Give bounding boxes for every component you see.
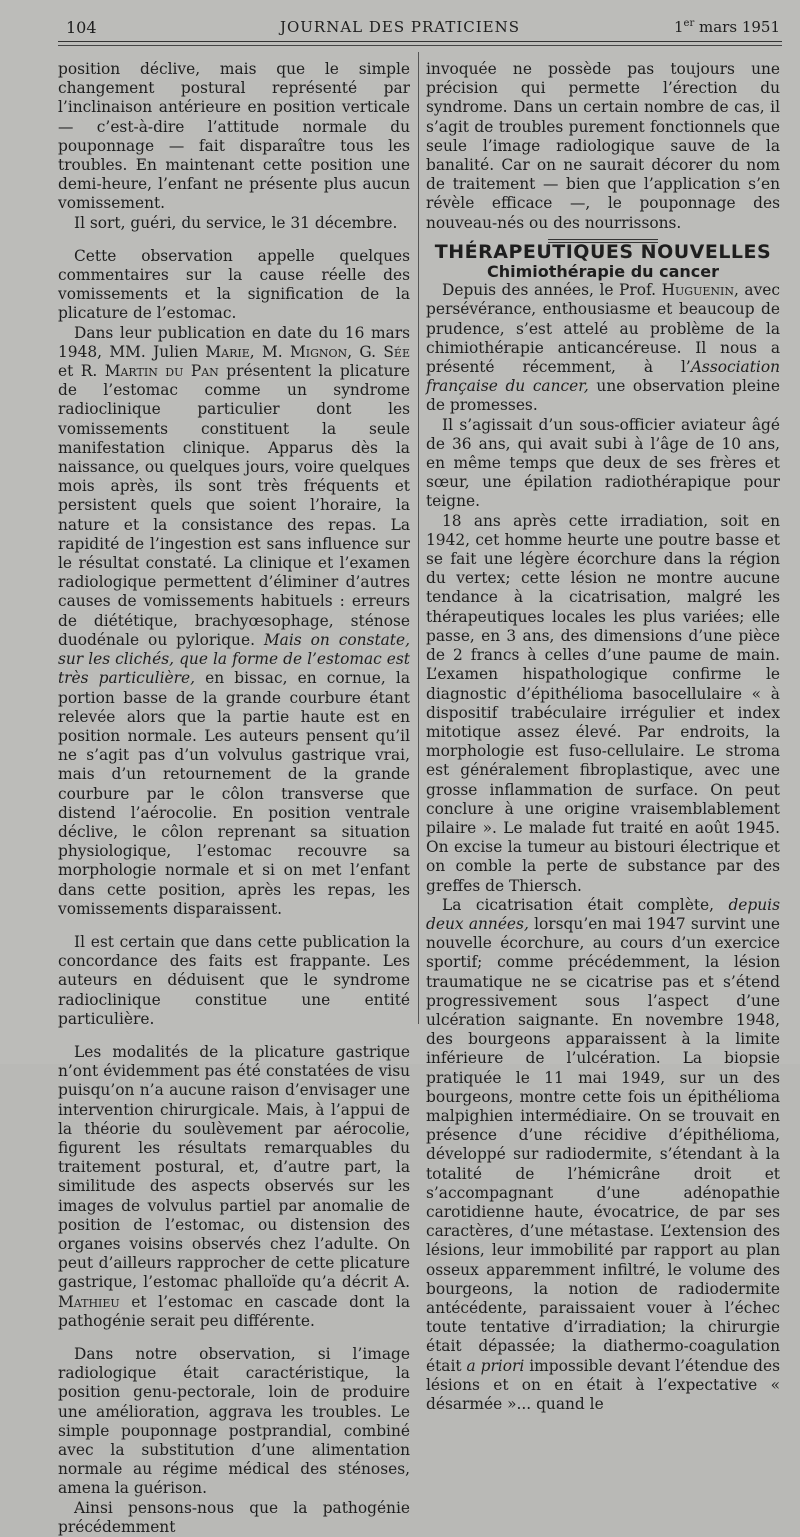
page-header bbox=[0, 0, 800, 44]
paragraph: Dans leur publication en date du 16 mars 1948, MM. Julien Marie, M. Mignon, G. Sée et R. Martin du Pan présentent la plicature de l’estomac comme un syndrome radioclinique particulier dont les vomissements constituent la seule manifestation clinique. Apparus dès la naissance, ou quelques jours, voire quelques mois après, ils sont très fréquents et persistent quels que soient l’horaire, la nature et la consistance des repas. La rapidité de l’ingestion est sans influence sur le résultat constaté. La clinique et l’examen radiologique permettent d’éliminer d’autres causes de vomissements habituels : erreurs de diététique, brachyœsophage, sténose duodénale ou pylorique. Mais on constate, sur les clichés, que la forme de l’estomac est très particulière, en bissac, en cornue, la portion basse de la grande courbure étant relevée alors que la partie haute est en position normale. Les auteurs pensent qu’il ne s’agit pas d’un volvulus gastrique vrai, mais d’un retournement de la grande courbure par le côlon transverse que distend l’aérocolie. En position ventrale déclive, le côlon reprenant sa situation physiologique, l’estomac recouvre sa morphologie normale et si on met l’enfant dans cette position, après les repas, les vomissements disparaissent. bbox=[58, 323, 410, 918]
author-name: Mignon bbox=[290, 342, 348, 361]
paragraph: Depuis des années, le Prof. Huguenin, avec persévérance, enthousiasme et beaucoup de prudence, s’est attelé au problème de la chimiothérapie anticancéreuse. Il nous a présenté récemment, à l’Association française du cancer, une observation pleine de promesses. bbox=[426, 281, 780, 415]
section-heading: THÉRAPEUTIQUES NOUVELLES bbox=[434, 240, 772, 263]
paragraph: 18 ans après cette irradiation, soit en 1942, cet homme heurte une poutre basse et se fait une légère écorchure dans la région du vertex; cette lésion ne montre aucune tendance à la cicatrisation, malgré les thérapeutiques locales les plus variées; elle passe, en 3 ans, des dimensions d’une pièce de 2 francs à celles d’une paume de main. L’examen hispathologique confirme le diagnostic d’épithélioma basocellulaire « à dispositif trabéculaire irrégulier et index mitotique assez élevé. Par endroits, la morphologie est fuso-cellulaire. Le stroma est généralement fibroplastique, avec une grosse inflammation de surface. On peut conclure à une origine vraisemblablement pilaire ». Le malade fut traité en août 1945. On excise la tumeur au bistouri électrique et on comble la perte de substance par des greffes de Thiersch. bbox=[426, 511, 780, 895]
left-column bbox=[58, 60, 410, 1537]
paragraph: Dans notre observation, si l’image radiologique était caractéristique, la position genu-pectorale, loin de produire une amélioration, aggrava les troubles. Le simple pouponnage postprandial, combiné avec la substitution d’une alimentation normale au régime médical des sténoses, amena la guérison. bbox=[58, 1345, 410, 1498]
page-number: 104 bbox=[66, 18, 97, 37]
author-name: Sée bbox=[383, 342, 410, 361]
article-title: Chimiothérapie du cancer bbox=[486, 262, 719, 282]
header-rule-thin bbox=[58, 45, 782, 46]
header-rule bbox=[58, 41, 782, 42]
right-column bbox=[426, 60, 780, 1414]
paragraph: Les modalités de la plicature gastrique n’ont évidemment pas été constatées de visu puisqu’on n’a aucune raison d’envisager une intervention chirurgicale. Mais, à l’appui de la théorie du soulèvement par aérocolie, figurent les résultats remarquables du traitement postural, et, d’autre part, la similitude des aspects observés sur les images de volvulus partiel par anomalie de position de l’estomac, ou distension des organes voisins observés chez l’adulte. On peut d’ailleurs rapprocher de cette plicature gastrique, l’estomac phalloïde qu’a décrit A. Mathieu et l’estomac en cascade dont la pathogénie serait peu différente. bbox=[58, 1042, 410, 1330]
paragraph: Ainsi pensons-nous que la pathogénie précédemment bbox=[58, 1498, 410, 1536]
column-divider bbox=[418, 52, 419, 1024]
paragraph: Il s’agissait d’un sous-officier aviateur âgé de 36 ans, qui avait subi à l’âge de 10 ans, en même temps que deux de ses frères et sœur, une épilation radiothérapique pour teigne. bbox=[426, 415, 780, 511]
paragraph: position déclive, mais que le simple changement postural représenté par l’inclinaison antérieure en position verticale — c’est-à-dire l’attitude normale du pouponnage — fait disparaître tous les troubles. En maintenant cette position une demi-heure, l’enfant ne présente plus aucun vomissement. bbox=[58, 60, 410, 213]
author-name: Marie bbox=[205, 342, 250, 361]
paragraph: invoquée ne possède pas toujours une précision qui permette l’érection du syndrome. Dans un certain nombre de cas, il s’agit de troubles purement fonctionnels que seule l’image radiologique sauve de la banalité. Car on ne saurait décorer du nom de traitement — bien que l’application s’en révèle efficace —, le pouponnage des nouveau-nés ou des nourrissons. bbox=[426, 60, 780, 232]
paragraph: Cette observation appelle quelques commentaires sur la cause réelle des vomissements et la signification de la plicature de l’estomac. bbox=[58, 246, 410, 323]
journal-title: JOURNAL DES PRATICIENS bbox=[279, 18, 521, 36]
author-name: Mathieu bbox=[58, 1292, 120, 1311]
issue-date: 1er mars 1951 bbox=[674, 18, 780, 36]
paragraph: La cicatrisation était complète, depuis deux années, lorsqu’en mai 1947 survint une nouvelle écorchure, au cours d’un exercice sportif; comme précédemment, la lésion traumatique ne se cicatrise pas et s’étend progressivement sous l’aspect d’une ulcération saignante. En novembre 1948, des bourgeons apparaissent à la limite inférieure de l’ulcération. La biopsie pratiquée le 11 mai 1949, sur un des bourgeons, montre cette fois un épithélioma malpighien intermédiaire. On se trouvait en présence d’une récidive d’épithélioma, développé sur radiodermite, s’étendant à la totalité de l’hémicrâne droit et s’accompagnant d’une adénopathie carotidienne haute, évocatrice, de par ses caractères, d’une métastase. L’extension des lésions, leur immobilité par rapport au plan osseux apparemment infiltré, le volume des bourgeons, la notion de radiodermite antécédente, paraissaient vouer à l’échec toute tentative d’irradiation; la chirurgie était dépassée; la diathermo-coagulation était a priori impossible devant l’étendue des lésions et on en était à l’expectative « désarmée »... quand le bbox=[426, 895, 781, 1414]
paragraph: Il est certain que dans cette publication la concordance des faits est frappante. Les auteurs en déduisent que le syndrome radioclinique constitue une entité particulière. bbox=[58, 932, 410, 1028]
paragraph: Il sort, guéri, du service, le 31 décembre. bbox=[74, 213, 398, 232]
author-name: Huguenin bbox=[661, 281, 734, 300]
author-name: Martin du Pan bbox=[104, 362, 219, 381]
